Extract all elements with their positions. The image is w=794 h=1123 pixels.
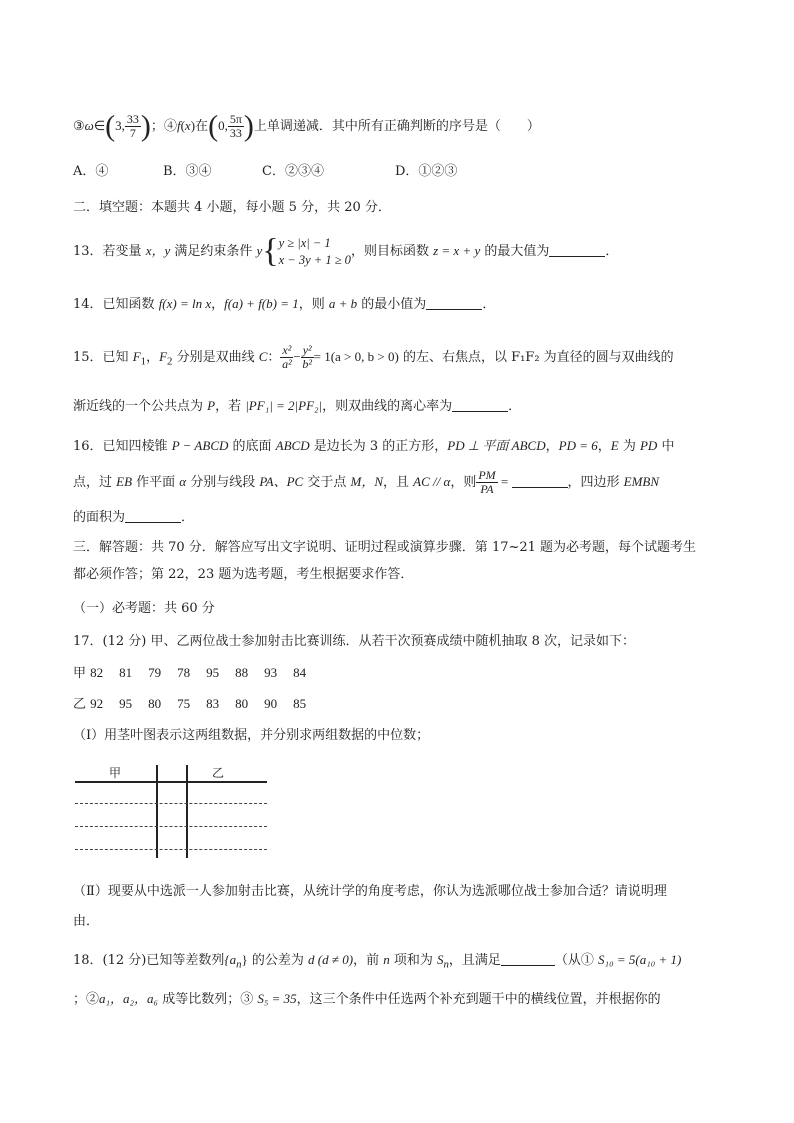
yi-score: 95	[119, 696, 133, 711]
q16-l3-a: 的面积为	[73, 510, 126, 525]
q16-l1-g: 中	[657, 439, 675, 454]
option-a: A．④	[73, 164, 109, 179]
q13-y: y	[256, 243, 263, 258]
parallel-condition: AC // α	[413, 474, 451, 489]
stem-leaf-right-header: 乙	[212, 766, 225, 780]
section-3-heading-line-2: 都必须作答；第 22，23 题为选考题，考生根据要求作答．	[73, 567, 414, 582]
question-17-intro: 17．(12 分) 甲、乙两位战士参加射击比赛训练．从若干次预赛成绩中随机抽取 8 次，记录如下：	[73, 634, 636, 649]
q14-end: ．	[482, 297, 496, 312]
point-p: P	[207, 398, 216, 413]
close-paren: )	[140, 109, 151, 143]
q14-tail: 的最小值为	[357, 297, 427, 312]
q16-l1-e: ，	[597, 439, 611, 454]
q16-l1-d: ，	[545, 439, 559, 454]
yi-score: 85	[293, 696, 307, 711]
fraction-numerator: 5π	[229, 112, 242, 126]
question-15-line-2	[73, 397, 521, 416]
q16-area-blank[interactable]	[125, 509, 181, 523]
fraction-numerator: 33	[126, 112, 139, 126]
q18-l1-d: 项和为	[389, 953, 437, 968]
required-questions-heading: （一）必考题：共 60 分	[73, 601, 215, 616]
in-word: 在	[195, 119, 209, 134]
q15-end: ．	[508, 399, 522, 414]
pyramid-name: P − ABCD	[171, 438, 229, 453]
question-17-part-2-line-2: 由．	[73, 914, 100, 929]
question-16-line-1	[73, 437, 674, 456]
question-18-line-1	[73, 949, 681, 971]
interval2-fraction	[228, 113, 244, 140]
focus-f1-sub: 1	[140, 355, 147, 368]
q18-l1-a: 18．(12 分)已知等差数列	[73, 953, 225, 968]
answer-options	[0, 163, 794, 181]
condition-3: S₅ = 35	[257, 991, 297, 1006]
fraction-denominator: b²	[302, 357, 312, 371]
hyperbola-c: C	[258, 349, 268, 364]
common-difference: d (d ≠ 0)	[308, 952, 354, 967]
base-name: ABCD	[275, 438, 310, 453]
q16-l2-h: ，四边形	[567, 475, 624, 490]
sequence-an: {a	[224, 952, 237, 967]
yi-score: 83	[206, 696, 220, 711]
q12-continued-line: ③ω∈(3, $\frac{33}{7}$ )；④f(x)在(0, $\frac{5\pi}{33}$ )上单调递减．其中所有正确判断的序号是（ ）	[73, 109, 540, 143]
table-divider-left	[156, 765, 158, 858]
fraction-denominator: 7	[129, 126, 136, 140]
q15-colon: ：	[267, 350, 281, 365]
table-dotted-row	[75, 849, 267, 850]
objective-function: z = x + y	[433, 243, 481, 258]
q18-l1-c: ，前	[353, 953, 384, 968]
q18-condition-blank[interactable]	[501, 952, 555, 966]
section-2-heading: 二．填空题：本题共 4 小题，每小题 5 分，共 20 分．	[73, 200, 391, 215]
option-b: B．③④	[163, 164, 212, 179]
jia-score: 95	[206, 665, 220, 680]
constraint-1: y ≥ |x| − 1	[278, 235, 331, 250]
q18-l2-b: 成等比数列；③	[158, 992, 258, 1007]
plane-alpha: α	[179, 474, 187, 489]
jia-score: 82	[90, 665, 104, 680]
q16-l2-f: ，则	[450, 475, 477, 490]
jia-scores-row	[73, 664, 322, 683]
constraint-2: x − 3y + 1 ≥ 0	[278, 252, 351, 267]
q14-prefix: 14．已知函数	[73, 297, 159, 312]
question-16-line-3	[73, 509, 194, 527]
q18-l1-e: ，且满足	[448, 953, 501, 968]
jia-score: 88	[235, 665, 249, 680]
omega-symbol: ω	[84, 118, 94, 133]
q15-prefix: 15．已知	[73, 350, 133, 365]
hyperbola-rhs: = 1(a > 0, b > 0)	[313, 349, 399, 364]
segment-pd: PD	[639, 438, 658, 453]
equals-sign: =	[497, 474, 512, 489]
focus-f2-sub: 2	[167, 355, 173, 368]
yi-score: 80	[148, 696, 162, 711]
q16-l1-a: 16．已知四棱锥	[73, 439, 172, 454]
q16-l2-d: 交于点	[303, 475, 351, 490]
option-d: D．①②③	[395, 164, 458, 179]
q13-answer-blank[interactable]	[549, 243, 605, 257]
q13-vars: x，y	[145, 243, 171, 258]
q15-mid: 分别是双曲线	[172, 350, 259, 365]
q16-ratio-blank[interactable]	[512, 474, 568, 488]
pd-length: PD = 6	[558, 438, 598, 453]
question-18-line-2	[73, 990, 661, 1009]
yi-scores	[90, 696, 322, 711]
jia-score: 79	[148, 665, 162, 680]
section-3-heading-line-1: 三．解答题：共 70 分．解答应写出文字说明、证明过程或演算步骤．第 17~21 题为必考题，每个试题考生	[73, 540, 697, 555]
focus-f2: F	[159, 349, 168, 364]
q16-l1-f: 为	[618, 439, 640, 454]
part4-marker: ④	[163, 119, 177, 134]
q15-tail: 的左、右焦点，以 F₁F₂ 为直径的圆与双曲线的	[398, 350, 674, 365]
stem-leaf-left-header: 甲	[109, 766, 122, 780]
q13-after: ，则目标函数	[350, 244, 434, 259]
q16-end: ．	[181, 510, 195, 525]
q15-line2-b: ，若	[215, 399, 246, 414]
jia-score: 81	[119, 665, 133, 680]
q13-tail: 的最大值为	[480, 244, 550, 259]
element-of-symbol: ∈	[93, 118, 106, 133]
q14-condition: f(a) + f(b) = 1	[224, 296, 299, 311]
q16-l1-b: 的底面	[228, 439, 276, 454]
open-paren-2: (	[208, 109, 219, 143]
q14-mid: ，则	[298, 297, 329, 312]
interval1-start: 3,	[115, 118, 125, 133]
yi-label: 乙	[73, 697, 87, 712]
pm-pa-fraction	[476, 469, 497, 496]
q13-prefix: 13．若变量	[73, 244, 146, 259]
partial-sum-s: S	[436, 952, 444, 967]
close-paren-2: )	[243, 109, 254, 143]
variable-x: x	[184, 118, 191, 133]
y-squared-fraction	[301, 344, 314, 371]
segments-pa-pc: PA、PC	[259, 474, 304, 489]
table-dotted-row	[75, 826, 267, 827]
stem-leaf-table	[75, 765, 267, 858]
quadrilateral-embn: EMBN	[623, 474, 660, 489]
x-squared-fraction	[280, 344, 293, 371]
q14-answer-blank[interactable]	[426, 296, 482, 310]
q18-l2-a: ；②	[73, 992, 100, 1007]
q15-line2-c: ，则双曲线的离心率为	[322, 399, 453, 414]
q15-line2-a: 渐近线的一个公共点为	[73, 399, 208, 414]
constraint-system	[279, 235, 351, 269]
q14-sep: ，	[211, 297, 225, 312]
table-header-rule	[75, 781, 267, 783]
point-e: E	[610, 438, 619, 453]
question-16-line-2	[73, 462, 659, 502]
q14-expression: a + b	[328, 296, 358, 311]
segment-eb: EB	[116, 474, 133, 489]
part3-marker: ③	[73, 119, 85, 134]
question-17-part-1: （Ⅰ）用茎叶图表示这两组数据，并分别求两组数据的中位数；	[73, 728, 430, 743]
q15-answer-blank[interactable]	[452, 398, 508, 412]
variable-n: n	[383, 952, 390, 967]
q18-l1-b: 的公差为	[247, 953, 309, 968]
q15-comma: ，	[146, 350, 160, 365]
jia-score: 78	[177, 665, 191, 680]
fraction-denominator: a²	[282, 357, 292, 371]
fraction-numerator: x²	[282, 343, 292, 357]
open-paren: (	[105, 109, 116, 143]
partial-sum-sub: n	[443, 958, 449, 971]
q13-mid: 满足约束条件	[170, 244, 257, 259]
perpendicular-condition: PD ⊥ 平面 ABCD	[447, 438, 546, 453]
q16-l2-c: 分别与线段	[186, 475, 260, 490]
sequence-an-sub: n	[236, 958, 242, 971]
minus-sign: −	[293, 349, 301, 364]
question-14	[73, 295, 495, 314]
table-dotted-row	[75, 803, 267, 804]
q16-l2-e: ，且	[383, 475, 414, 490]
q16-l2-b: 作平面	[132, 475, 180, 490]
fraction-numerator: PM	[478, 468, 496, 482]
separator: ；	[150, 119, 164, 134]
q16-l1-c: 是边长为 3 的正方形，	[309, 439, 448, 454]
option-c: C．②③④	[262, 164, 324, 179]
q18-l1-f: （从①	[554, 953, 599, 968]
table-divider-right	[186, 765, 188, 858]
q14-function-def: f(x) = ln x	[158, 296, 212, 311]
function-f: f	[176, 118, 181, 133]
focus-f1: F	[132, 349, 141, 364]
question-tail-text: 上单调递减．其中所有正确判断的序号是（ ）	[253, 119, 540, 134]
question-17-part-2-line-1: （Ⅱ）现要从中选派一人参加射击比赛，从统计学的角度考虑，你认为选派哪位战士参加合适？请说明理	[73, 884, 667, 899]
fraction-denominator: PA	[480, 482, 494, 496]
sequence-an-close: }	[241, 952, 248, 967]
jia-score: 93	[264, 665, 278, 680]
interval1-fraction	[125, 113, 141, 140]
constraint-brace: {	[262, 232, 279, 270]
yi-score: 75	[177, 696, 191, 711]
q16-l2-a: 点，过	[73, 475, 117, 490]
interval2-start: 0,	[218, 118, 228, 133]
condition-2: a₁，a₂，a₆	[99, 991, 159, 1006]
jia-label: 甲	[73, 666, 87, 681]
yi-score: 92	[90, 696, 104, 711]
question-13	[73, 228, 618, 274]
yi-scores-row	[73, 695, 322, 714]
q18-l2-c: ，这三个条件中任选两个补充到题干中的横线位置，并根据你的	[296, 992, 661, 1007]
q13-end: ．	[605, 244, 619, 259]
question-15-line-1	[73, 337, 674, 377]
yi-score: 80	[235, 696, 249, 711]
jia-score: 84	[293, 665, 307, 680]
yi-score: 90	[264, 696, 278, 711]
jia-scores	[90, 665, 322, 680]
fraction-denominator: 33	[229, 126, 242, 140]
condition-1: S₁₀ = 5(a₁₀ + 1)	[598, 952, 682, 967]
q15-condition: |PF₁| = 2|PF₂|	[245, 398, 323, 413]
points-m-n: M，N	[350, 474, 383, 489]
fraction-numerator: y²	[302, 343, 312, 357]
